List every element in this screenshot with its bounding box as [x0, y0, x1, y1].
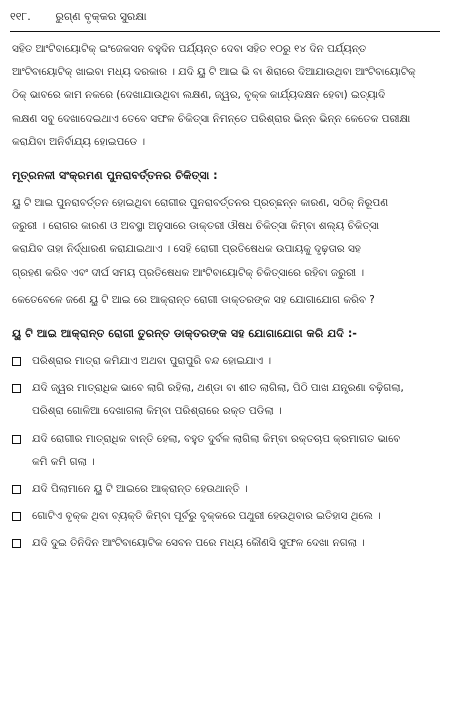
text-line: କରାଯିବା ଅନିର୍ବାଯ୍ୟ ହୋଇପଡେ ।: [12, 135, 146, 148]
text-line: ଗ୍ରହଣ କରିବ ଏବଂ ଦୀର୍ଘ ସମୟ ପ୍ରତିଷେଧକ ଆଂଟିବାୟୋଟିକ୍ ଚିକିତ୍ସାରେ ରହିବା ଜରୁରୀ ।: [12, 266, 365, 279]
text-line: ଜରୁରୀ । ରୋଗର କାରଣ ଓ ଅବସ୍ଥା ଅନୁସାରେ ଡାକ୍ତରୀ ଔଷଧ ଚିକିତ୍ସା କିମ୍ବା ଶଲ୍ୟ ଚିକିତ୍ସା: [12, 220, 380, 233]
checkbox-square-icon: [12, 357, 21, 366]
checkbox-square-icon: [12, 485, 21, 494]
text-line: କରାଯିବ ତାହା ନିର୍ଦ୍ଧାରଣ କରାଯାଇଥାଏ । ସେହି ରୋଗୀ ପ୍ରତିଷେଧକ ଉପାୟକୁ ଦୃଢ଼ତାର ସହ: [12, 243, 361, 256]
checklist-item: ଯଦି ଜ୍ୱର ମାତ୍ରାଧିକ ଭାବେ ଲାଗି ରହିଲା, ଥଣ୍ଡା ବା ଶୀତ ଲାଗିଲା, ପିଠି ପାଖ ଯନ୍ତ୍ରଣା ବଢ଼ିଗଲା, ପରିଶ୍ରା ଗୋଳିଆ ଦେଖାଗଲା କିମ୍ବା ପରିଶ୍ରାରେ ରକ୍ତ ପଡିଲା ।: [12, 377, 438, 423]
checklist-item: ଯଦି ପିଲାମାନେ ୟୁ ଟି ଆଇରେ ଆକ୍ରାନ୍ତ ହେଉଥାନ୍ତି ।: [12, 478, 438, 501]
book-title: ରୁଗ୍ଣ ବୃକ୍କର ସୁରକ୍ଷା: [55, 10, 147, 23]
running-header: [10, 6, 440, 28]
page-number: ୧୧୮.: [10, 10, 31, 23]
text-line: ସହିତ ଆଂଟିବାୟୋଟିକ୍ ଇଂଜେକସନ ବହୁଦିନ ପର୍ଯ୍ୟନ୍ତ ଦେବା ସହିତ ୧୦ରୁ ୧୪ ଦିନ ପର୍ଯ୍ୟନ୍ତ: [12, 43, 367, 55]
checklist-item: ଗୋଟିଏ ବୃକ୍କ ଥିବା ବ୍ୟକ୍ତି କିମ୍ବା ପୂର୍ବରୁ ବୃକ୍କରେ ପଥୁରୀ ହେଉଥିବାର ଇତିହାସ ଥିଲେ ।: [12, 505, 438, 528]
text-line: ଠିକ୍ ଭାବରେ କାମ ନକରେ (ଦେଖାଯାଉଥିବା ଲକ୍ଷଣ, ଜ୍ୱର, ବୃକ୍କ କାର୍ଯ୍ୟଦକ୍ଷନ ହେବା) ଇତ୍ୟାଦି: [12, 89, 386, 102]
text-line: ଲକ୍ଷଣ ସବୁ ଦେଖାଦେଇଥାଏ ତେବେ ସଫଳ ଚିକିତ୍ସା ନିମନ୍ତେ ପରିଶ୍ରାର ଭିନ୍ନ ଭିନ୍ନ କେତେକ ପରୀକ୍ଷା: [12, 112, 411, 125]
text-line: ୟୁ ଟି ଆଇ ପୁନରାବର୍ତ୍ତନ ହୋଇଥିବା ରୋଗୀର ପୁନରାବର୍ତ୍ତନର ପ୍ରଚ୍ଛନ୍ନ କାରଣ, ସଠିକ୍ ନିରୂପଣ: [12, 197, 389, 210]
intro-paragraph: [12, 38, 438, 154]
text-line: ଆଂଟିବାୟୋଟିକ୍ ଖାଇବା ମଧ୍ୟ ଦରକାର । ଯଦି ୟୁ ଟି ଆଇ ଭି ବା ଶିରାରେ ଦିଆଯାଉଥିବା ଆଂଟିବାୟୋଟିକ୍: [12, 66, 416, 79]
checklist-item: ଯଦି ରୋଗୀର ମାତ୍ରାଧିକ ବାନ୍ତି ହେଲା, ବହୁତ ଦୁର୍ବଳ ଲାଗିଲା କିମ୍ବା ରକ୍ତଚାପ କ୍ରମାଗତ ଭାବେ କମି କମି ଗଲା ।: [12, 428, 438, 474]
symptom-checklist: [12, 350, 438, 556]
checkbox-square-icon: [12, 384, 21, 393]
question-line: କେତେବେଳେ ଜଣେ ୟୁ ଟି ଆଇ ରେ ଆକ୍ରାନ୍ତ ରୋଗୀ ଡାକ୍ତରଙ୍କ ସହ ଯୋଗାଯୋଗ କରିବ ?: [12, 293, 375, 306]
section-heading-contact-doctor: ୟୁ ଟି ଆଇ ଆକ୍ରାନ୍ତ ରୋଗୀ ତୁରନ୍ତ ଡାକ୍ତରଙ୍କ ସହ ଯୋଗାଯୋଗ କରି ଯଦି :-: [12, 327, 357, 341]
section-heading-recurrence-treatment: ମୂତ୍ରନଳୀ ସଂକ୍ରମଣ ପୁନରାବର୍ତ୍ତନର ଚିକିତ୍ସା :: [12, 169, 218, 183]
header-rule: [10, 31, 440, 32]
checkbox-square-icon: [12, 512, 21, 521]
checklist-item: ଯଦି ଦୁଇ ତିନିଦିନ ଆଂଟିବାୟୋଟିକ ସେବନ ପରେ ମଧ୍ୟ କୌଣସି ସୁଫଳ ଦେଖା ନଗଲା ।: [12, 532, 438, 555]
page-body: [12, 38, 438, 560]
checklist-item: ପରିଶ୍ରାର ମାତ୍ରା କମିଯାଏ ଅଥବା ପୁରାପୁରି ବନ୍ଦ ହୋଇଯାଏ ।: [12, 350, 438, 373]
checkbox-square-icon: [12, 539, 21, 548]
recurrence-paragraph: [12, 192, 438, 285]
checkbox-square-icon: [12, 435, 21, 444]
